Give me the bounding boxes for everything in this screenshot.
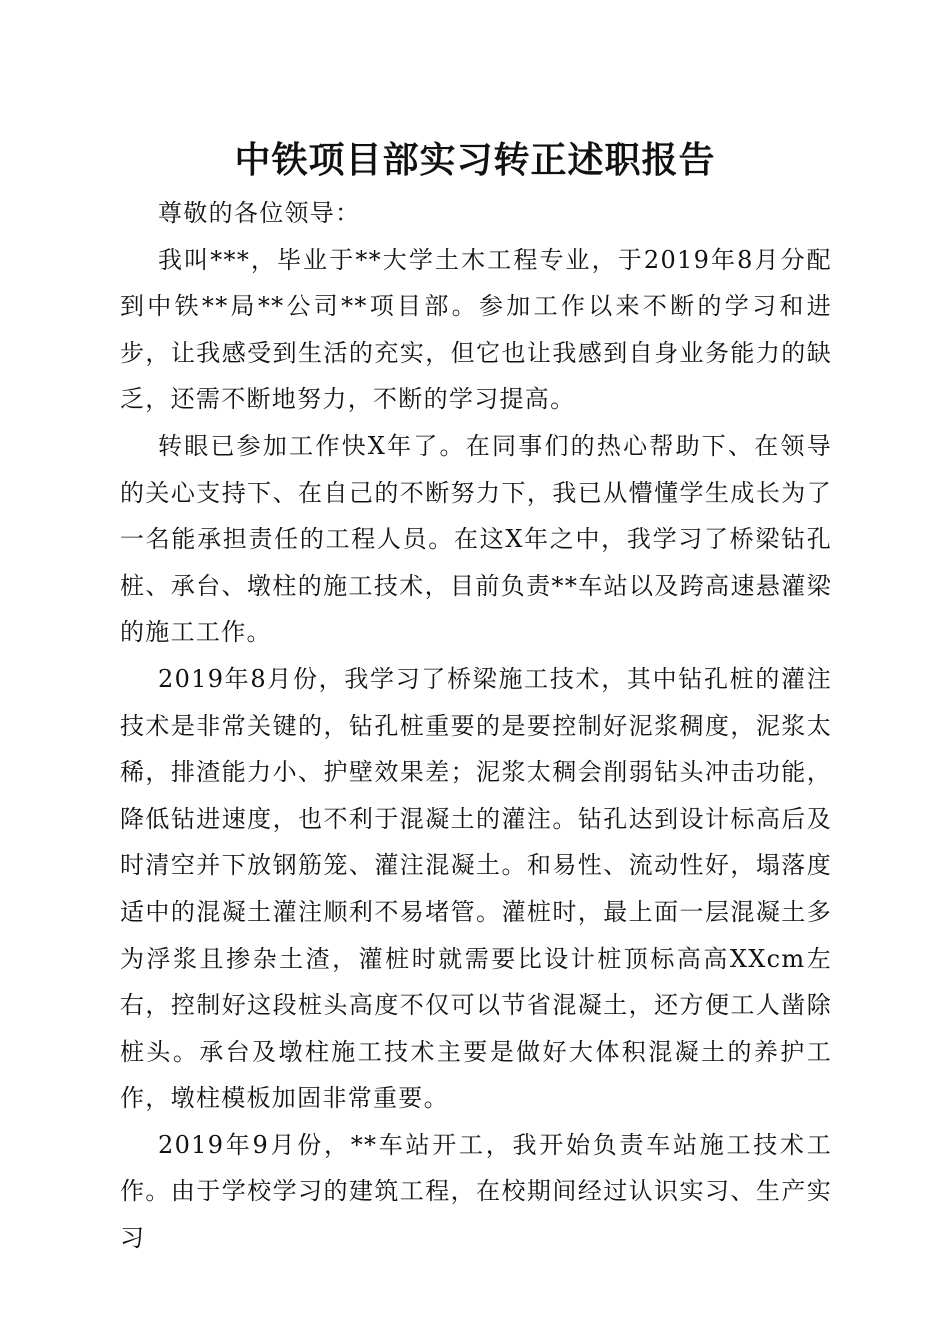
document-body [120, 190, 832, 1262]
paragraph-station-work: 2019年9月份，**车站开工，我开始负责车站施工技术工作。由于学校学习的建筑工程，在校期间经过认识实习、生产实习 [120, 1130, 832, 1253]
paragraph-growth: 转眼已参加工作快X年了。在同事们的热心帮助下、在领导的关心支持下、在自己的不断努力下，我已从懵懂学生成长为了一名能承担责任的工程人员。在这X年之中，我学习了桥梁钻孔桩、承台、墩柱的施工技术，目前负责**车站以及跨高速悬灌梁的施工工作。 [120, 431, 832, 647]
paragraph-bridge-technique: 2019年8月份，我学习了桥梁施工技术，其中钻孔桩的灌注技术是非常关键的，钻孔桩重要的是要控制好泥浆稠度，泥浆太稀，排渣能力小、护壁效果差；泥浆太稠会削弱钻头冲击功能，降低钻进速度，也不利于混凝土的灌注。钻孔达到设计标高后及时清空并下放钢筋笼、灌注混凝土。和易性、流动性好，塌落度适中的混凝土灌注顺利不易堵管。灌桩时，最上面一层混凝土多为浮浆且掺杂土渣，灌桩时就需要比设计桩顶标高高XXcm左右，控制好这段桩头高度不仅可以节省混凝土，还方便工人凿除桩头。承台及墩柱施工技术主要是做好大体积混凝土的养护工作，墩柱模板加固非常重要。 [120, 664, 832, 1113]
document-title: 中铁项目部实习转正述职报告 [234, 139, 716, 181]
salutation: 尊敬的各位领导： [158, 199, 361, 227]
paragraph-intro: 我叫***，毕业于**大学土木工程专业，于2019年8月分配到中铁**局**公司**项目部。参加工作以来不断的学习和进步，让我感受到生活的充实，但它也让我感到自身业务能力的缺乏，还需不断地努力，不断的学习提高。 [120, 245, 832, 414]
